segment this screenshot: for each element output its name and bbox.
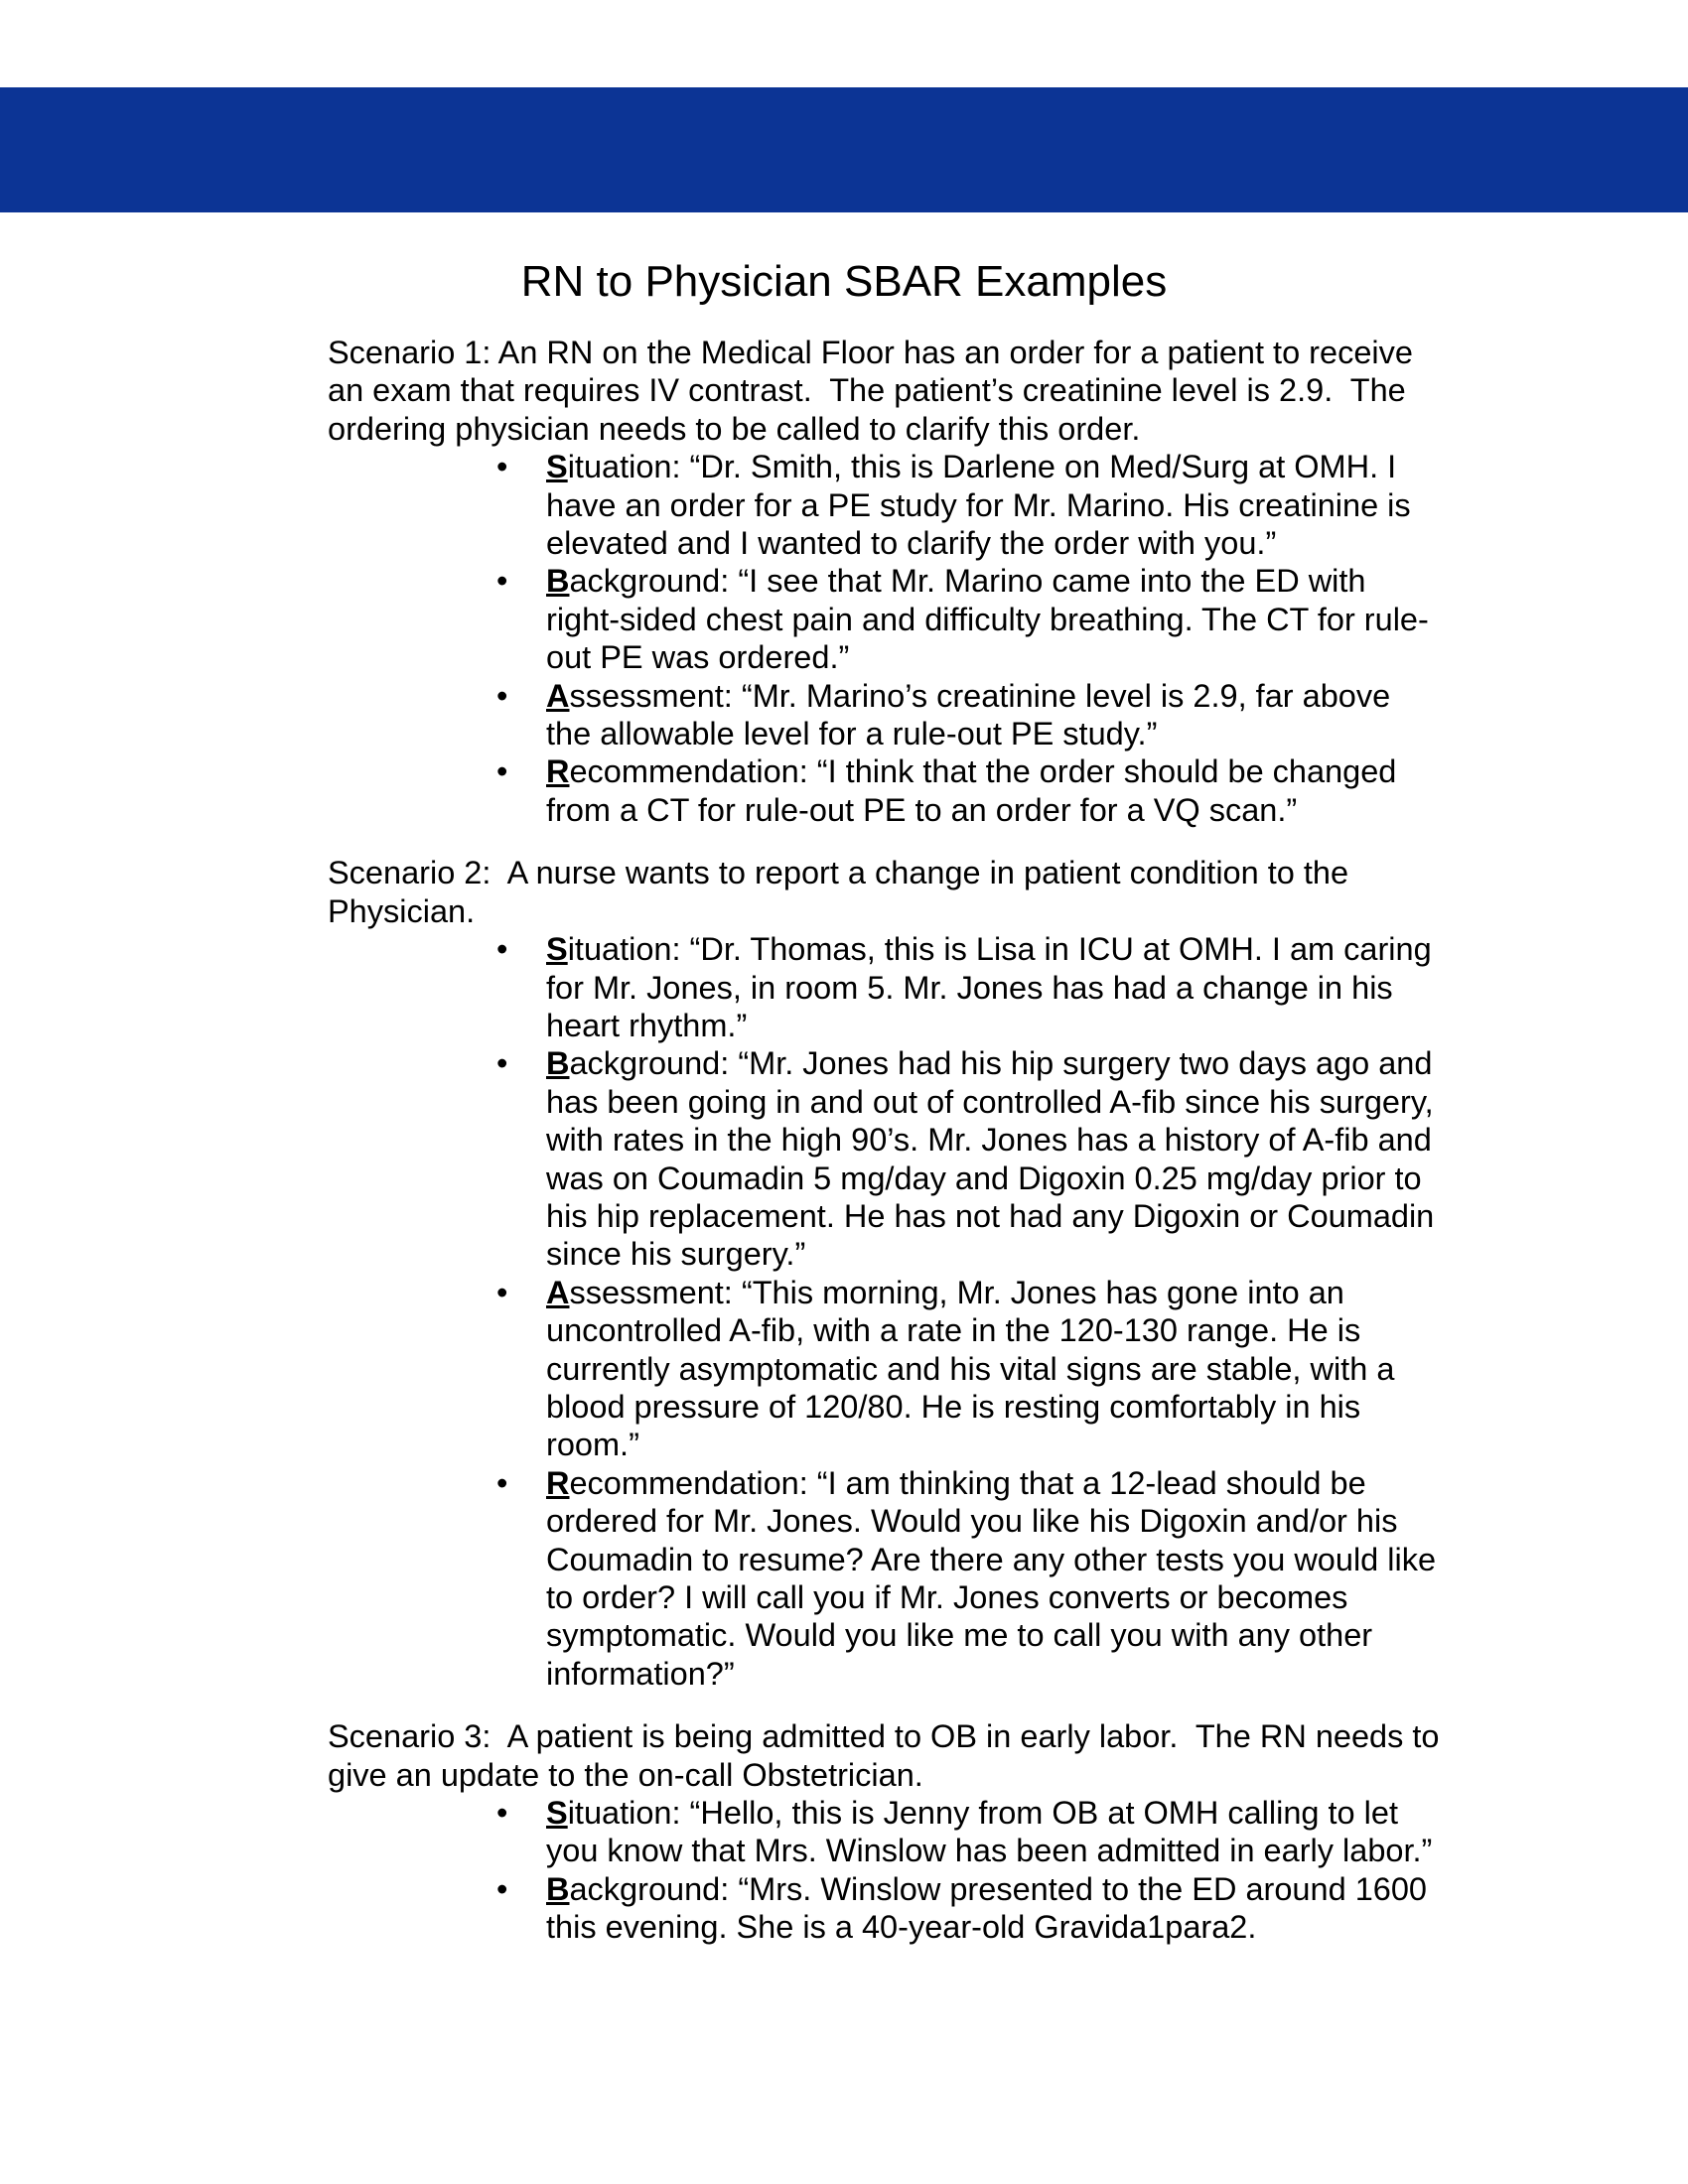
sbar-text bbox=[546, 1870, 1440, 1947]
scenario-2 bbox=[328, 854, 1450, 1693]
sbar-text bbox=[546, 562, 1440, 676]
document-body bbox=[328, 334, 1450, 1972]
sbar-rest: ituation: “Dr. Smith, this is Darlene on Med/Surg at OMH. I have an order for a PE study for Mr. Marino. His creatinine is elevated and I wanted to clarify the order with you.” bbox=[546, 449, 1411, 562]
bullet-icon: • bbox=[496, 1795, 508, 1832]
sbar-text bbox=[546, 752, 1440, 829]
sbar-letter: A bbox=[546, 677, 570, 714]
sbar-letter: R bbox=[546, 753, 570, 790]
sbar-recommendation bbox=[328, 752, 1450, 829]
bullet-icon: • bbox=[496, 753, 508, 790]
sbar-situation bbox=[328, 448, 1450, 562]
bullet-icon: • bbox=[496, 1870, 508, 1907]
sbar-rest: ecommendation: “I think that the order should be changed from a CT for rule-out PE to an order for a VQ scan.” bbox=[546, 753, 1397, 828]
header-band bbox=[0, 87, 1688, 212]
bullet-icon: • bbox=[496, 677, 508, 714]
sbar-letter: B bbox=[546, 1870, 570, 1907]
sbar-letter: S bbox=[546, 931, 568, 968]
sbar-assessment bbox=[328, 1274, 1450, 1464]
sbar-background bbox=[328, 1044, 1450, 1273]
sbar-list bbox=[328, 930, 1450, 1693]
sbar-recommendation bbox=[328, 1464, 1450, 1693]
sbar-situation bbox=[328, 1794, 1450, 1870]
sbar-list bbox=[328, 1794, 1450, 1947]
scenario-intro: Scenario 2: A nurse wants to report a change in patient condition to the Physician. bbox=[328, 855, 1358, 929]
scenario-1 bbox=[328, 334, 1450, 829]
scenario-intro: Scenario 1: An RN on the Medical Floor has an order for a patient to receive an exam that requires IV contrast. The patient’s creatinine level is 2.9. The ordering physician needs to be called to clarify this order. bbox=[328, 335, 1422, 447]
bullet-icon: • bbox=[496, 1464, 508, 1501]
bullet-icon: • bbox=[496, 449, 508, 485]
sbar-text bbox=[546, 1464, 1440, 1693]
sbar-situation bbox=[328, 930, 1450, 1044]
sbar-assessment bbox=[328, 677, 1450, 753]
sbar-rest: ackground: “I see that Mr. Marino came into the ED with right-sided chest pain and difficulty breathing. The CT for rule-out PE was ordered.” bbox=[546, 563, 1429, 676]
sbar-letter: S bbox=[546, 449, 568, 485]
scenario-3 bbox=[328, 1717, 1450, 1946]
bullet-icon: • bbox=[496, 931, 508, 968]
sbar-letter: R bbox=[546, 1464, 570, 1501]
sbar-list bbox=[328, 448, 1450, 829]
sbar-letter: A bbox=[546, 1274, 570, 1310]
sbar-rest: ssessment: “This morning, Mr. Jones has gone into an uncontrolled A-fib, with a rate in the 120-130 range. He is currently asymptomatic and his vital signs are stable, with a blood pressure of 120/80. He is resting comfortably in his room.” bbox=[546, 1274, 1395, 1463]
sbar-rest: ituation: “Dr. Thomas, this is Lisa in ICU at OMH. I am caring for Mr. Jones, in room 5. Mr. Jones has had a change in his heart rhythm.” bbox=[546, 931, 1432, 1043]
sbar-rest: ackground: “Mr. Jones had his hip surgery two days ago and has been going in and out of controlled A-fib since his surgery, with rates in the high 90’s. Mr. Jones has a history of A-fib and was on Coumadin 5 mg/day and Digoxin 0.25 mg/day prior to his hip replacement. He has not had any Digoxin or Coumadin since his surgery.” bbox=[546, 1045, 1435, 1273]
sbar-text bbox=[546, 677, 1440, 753]
sbar-background bbox=[328, 1870, 1450, 1947]
sbar-rest: ecommendation: “I am thinking that a 12-lead should be ordered for Mr. Jones. Would you like his Digoxin and/or his Coumadin to resume? Are there any other tests you would like to order? I will call you if Mr. Jones converts or becomes symptomatic. Would you like me to call you with any other information?” bbox=[546, 1464, 1437, 1692]
sbar-letter: S bbox=[546, 1795, 568, 1832]
sbar-letter: B bbox=[546, 563, 570, 600]
sbar-text bbox=[546, 1044, 1440, 1273]
bullet-icon: • bbox=[496, 563, 508, 600]
sbar-text bbox=[546, 448, 1440, 562]
sbar-rest: ssessment: “Mr. Marino’s creatinine level is 2.9, far above the allowable level for a rule-out PE study.” bbox=[546, 677, 1391, 752]
sbar-text bbox=[546, 1794, 1440, 1870]
sbar-letter: B bbox=[546, 1045, 570, 1082]
bullet-icon: • bbox=[496, 1045, 508, 1082]
sbar-rest: ituation: “Hello, this is Jenny from OB at OMH calling to let you know that Mrs. Winslow has been admitted in early labor.” bbox=[546, 1795, 1433, 1869]
sbar-text bbox=[546, 1274, 1440, 1464]
page-title: RN to Physician SBAR Examples bbox=[520, 257, 1168, 306]
bullet-icon: • bbox=[496, 1274, 508, 1310]
sbar-rest: ackground: “Mrs. Winslow presented to the ED around 1600 this evening. She is a 40-year-old Gravida1para2. bbox=[546, 1870, 1427, 1946]
sbar-background bbox=[328, 562, 1450, 676]
sbar-text bbox=[546, 930, 1440, 1044]
scenario-intro: Scenario 3: A patient is being admitted to OB in early labor. The RN needs to give an update to the on-call Obstetrician. bbox=[328, 1718, 1449, 1793]
